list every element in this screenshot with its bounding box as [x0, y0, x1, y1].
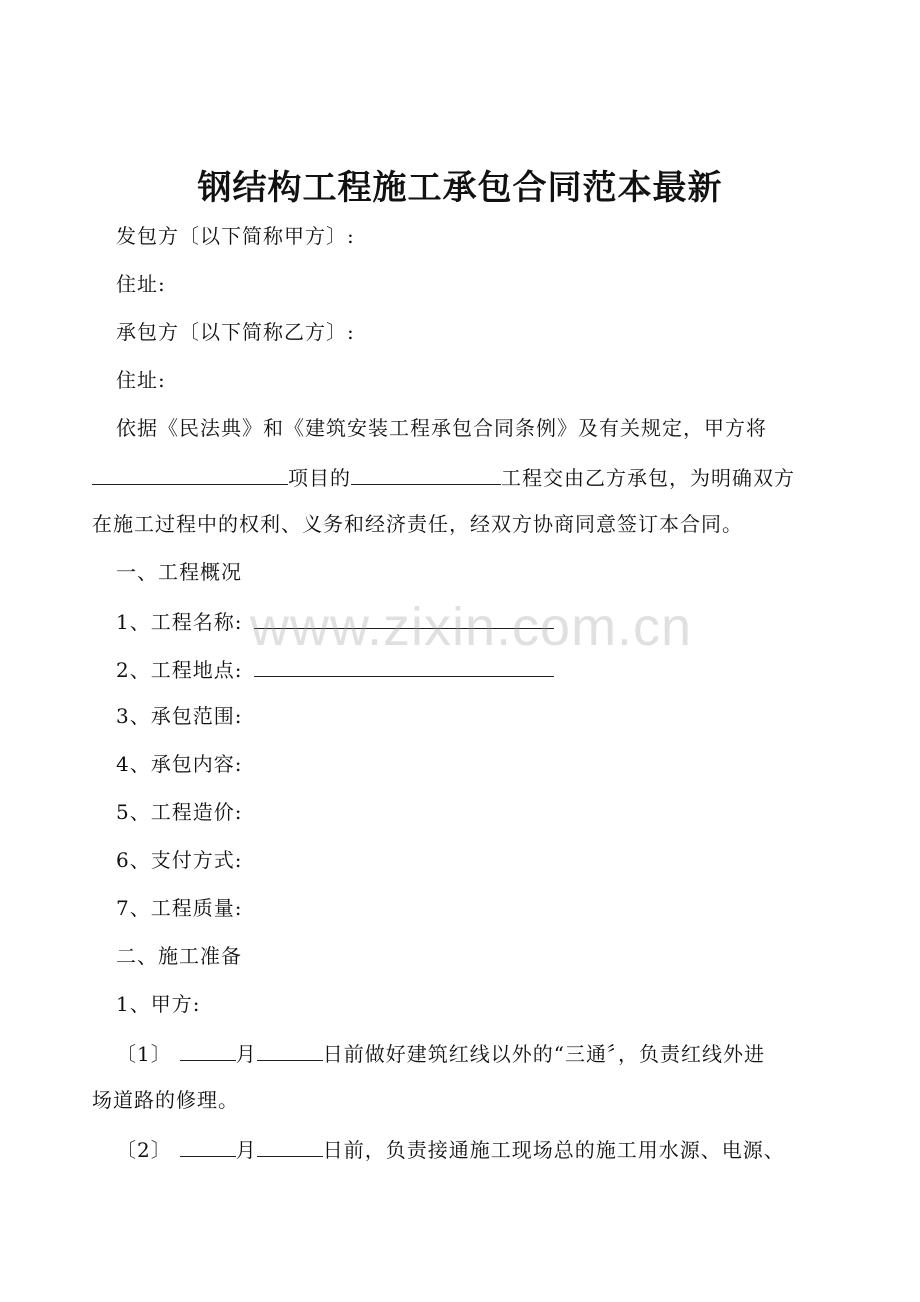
project-label: 项目的	[288, 466, 351, 490]
project-name-blank	[254, 606, 554, 629]
party-b-address-line: 住址:	[116, 368, 166, 392]
duty-2-month-blank	[180, 1134, 236, 1157]
project-blank	[92, 462, 288, 485]
scope-line: 3、承包范围:	[116, 704, 243, 728]
duty-2-number: 〔2〕	[116, 1138, 172, 1162]
duty-1-month-blank	[180, 1038, 236, 1061]
section-heading-1: 一、工程概况	[116, 560, 242, 584]
duty-2-day-blank	[257, 1134, 323, 1157]
project-location-blank	[254, 654, 554, 677]
watermark: www.zixin.com.cn	[250, 597, 693, 657]
duty-1-continued: 场道路的修理。	[92, 1088, 239, 1112]
contract-basis-line: 依据《民法典》和《建筑安装工程承包合同条例》及有关规定，甲方将	[116, 416, 767, 440]
duty-1-month-label: 月	[235, 1042, 257, 1066]
duty-1-text: 日前做好建筑红线以外的“三通〞，负责红线外进	[322, 1042, 765, 1066]
project-assignment-line	[92, 462, 795, 492]
agreement-line: 在施工过程中的权利、义务和经济责任，经双方协商同意签订本合同。	[92, 512, 743, 536]
duty-2-text: 日前，负责接通施工现场总的施工用水源、电源、	[322, 1138, 785, 1162]
section-heading-2: 二、施工准备	[116, 944, 242, 968]
project-name-label: 1、工程名称:	[116, 610, 243, 634]
project-location-line	[116, 654, 554, 684]
duty-1-line	[116, 1038, 765, 1068]
cost-line: 5、工程造价:	[116, 800, 243, 824]
party-b-line: 承包方〔以下简称乙方〕:	[116, 320, 355, 344]
party-a-address-line: 住址:	[116, 272, 166, 296]
project-name-line	[116, 606, 554, 636]
party-a-duties-heading: 1、甲方:	[116, 992, 201, 1016]
duty-1-day-blank	[257, 1038, 323, 1061]
document-title: 钢结构工程施工承包合同范本最新	[197, 168, 723, 208]
duty-2-line	[116, 1134, 785, 1164]
quality-line: 7、工程质量:	[116, 896, 243, 920]
work-blank	[351, 462, 501, 485]
payment-line: 6、支付方式:	[116, 848, 243, 872]
content-line: 4、承包内容:	[116, 752, 243, 776]
project-location-label: 2、工程地点:	[116, 658, 243, 682]
duty-2-month-label: 月	[235, 1138, 257, 1162]
party-a-line: 发包方〔以下简称甲方〕:	[116, 224, 355, 248]
assignment-text: 工程交由乙方承包，为明确双方	[501, 466, 795, 490]
duty-1-number: 〔1〕	[116, 1042, 172, 1066]
